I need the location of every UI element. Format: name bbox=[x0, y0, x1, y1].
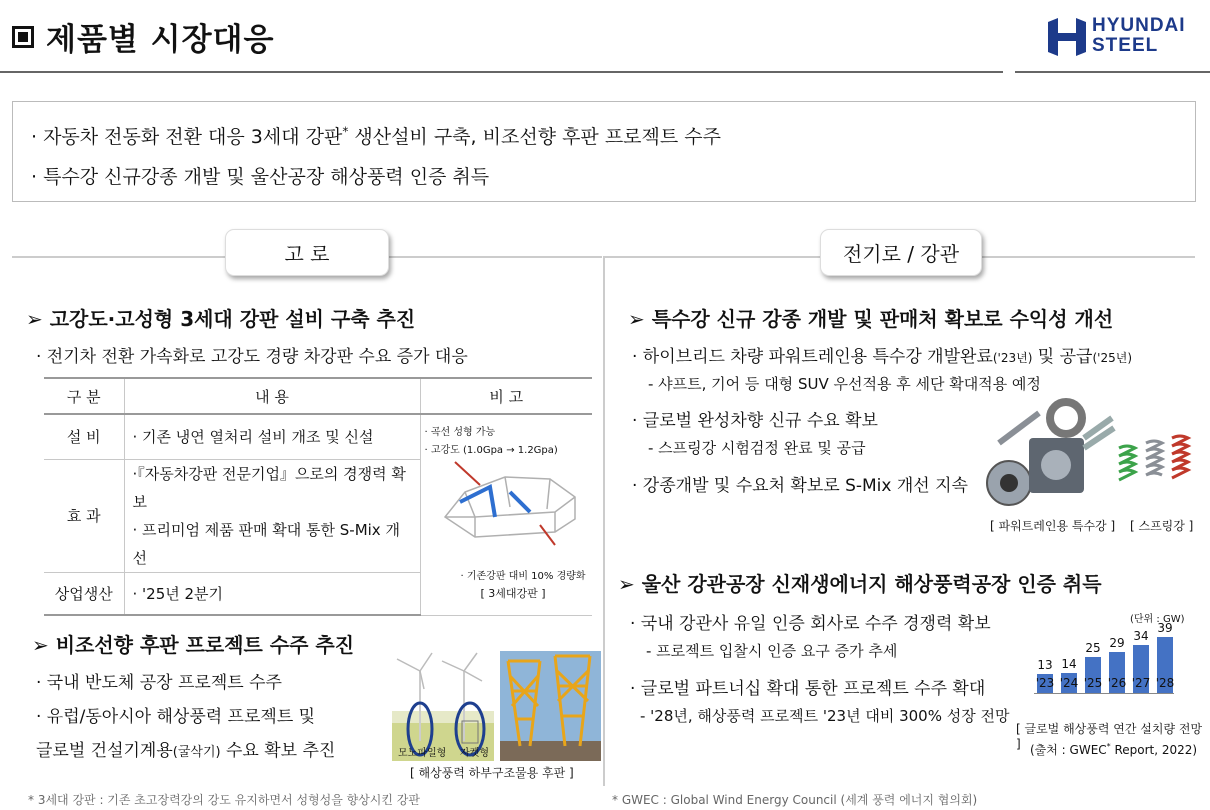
tab-blast-furnace: 고 로 bbox=[225, 229, 389, 276]
left-s2-bullet-1: · 국내 반도체 공장 프로젝트 수주 bbox=[36, 673, 282, 693]
square-bullet-icon bbox=[12, 26, 34, 48]
company-logo-text: HYUNDAI STEEL bbox=[1092, 15, 1186, 56]
car-body-frame-icon bbox=[435, 457, 585, 552]
right-s2-sub-1: - 프로젝트 입찰시 인증 요구 증가 추세 bbox=[646, 642, 898, 660]
left-bullet-1: · 전기차 전환 가속화로 고강도 경량 차강판 수요 증가 대응 bbox=[36, 347, 468, 367]
right-bullet-2: · 글로벌 완성차향 신규 수요 확보 bbox=[632, 411, 878, 431]
spec-table bbox=[44, 377, 592, 616]
image-caption: [ 해상풍력 하부구조물용 후판 ] bbox=[410, 766, 574, 780]
chart-unit-label: (단위 : GW) bbox=[1130, 614, 1185, 625]
footnote-right: * GWEC : Global Wind Energy Council (세계 풍력 에너지 협의회) bbox=[612, 793, 978, 807]
chart-caption: [ 글로벌 해상풍력 연간 설치량 전망 ] bbox=[1016, 722, 1203, 751]
right-sub-2: - 스프링강 시험검정 완료 및 공급 bbox=[648, 439, 866, 457]
image-label: 자켓형 bbox=[460, 748, 489, 759]
footnote-left: * 3세대 강판 : 기존 초고장력강의 강도 유지하면서 성형성을 향상시킨 강판 bbox=[28, 793, 420, 807]
chart-category-label: '28 bbox=[1155, 676, 1175, 690]
jacket-structure-photo-icon bbox=[500, 651, 601, 761]
note-text: · 기존강판 대비 10% 경량화 bbox=[460, 571, 586, 582]
page-title bbox=[12, 14, 274, 59]
right-s2-bullet-2: · 글로벌 파트너십 확대 통한 프로젝트 수주 확대 bbox=[630, 679, 986, 699]
table-cell: · 기존 냉연 열처리 설비 개조 및 신설 bbox=[124, 414, 420, 459]
chart-bar-value: 13 bbox=[1037, 658, 1053, 672]
table-cell: · '25년 2분기 bbox=[124, 572, 420, 615]
chart-bar-value: 39 bbox=[1157, 621, 1173, 635]
image-label: 모노파일형 bbox=[398, 748, 447, 759]
right-bullet-1: · 하이브리드 차량 파워트레인용 특수강 개발완료('23년) 및 공급('25년) bbox=[632, 347, 1133, 367]
right-heading-2: ➢ 울산 강관공장 신재생에너지 해상풍력공장 인증 취득 bbox=[618, 572, 1102, 596]
table-header-category: 구 분 bbox=[44, 378, 124, 414]
table-row-label: 효 과 bbox=[44, 459, 124, 572]
header-divider-right bbox=[1015, 71, 1210, 73]
image-caption: [ 3세대강판 ] bbox=[480, 587, 546, 600]
image-caption: [ 파워트레인용 특수강 ] bbox=[990, 519, 1116, 533]
chart-bar-value: 29 bbox=[1109, 636, 1125, 650]
right-heading-1: ➢ 특수강 신규 강종 개발 및 판매처 확보로 수익성 개선 bbox=[628, 307, 1114, 331]
chart-baseline bbox=[1034, 693, 1174, 694]
chart-source: (출처 : GWEC* Report, 2022) bbox=[1030, 742, 1198, 757]
powertrain-parts-illustration-icon bbox=[984, 398, 1196, 510]
chart-category-label: '24 bbox=[1059, 676, 1079, 690]
note-text: · 곡선 성형 가능 bbox=[424, 427, 496, 438]
left-s2-bullet-3: 글로벌 건설기계용(굴삭기) 수요 확보 추진 bbox=[36, 741, 336, 761]
chart-category-label: '25 bbox=[1083, 676, 1103, 690]
left-heading-1: ➢ 고강도·고성형 3세대 강판 설비 구축 추진 bbox=[26, 307, 416, 331]
table-header-note: 비 고 bbox=[420, 378, 592, 414]
summary-box bbox=[12, 101, 1196, 202]
right-sub-1: - 샤프트, 기어 등 대형 SUV 우선적용 후 세단 확대적용 예정 bbox=[648, 375, 1041, 393]
tab-electric-furnace: 전기로 / 강관 bbox=[820, 229, 982, 276]
right-bullet-3: · 강종개발 및 수요처 확보로 S-Mix 개선 지속 bbox=[632, 476, 968, 496]
right-s2-bullet-1: · 국내 강관사 유일 인증 회사로 수주 경쟁력 확보 bbox=[630, 614, 991, 634]
chart-category-label: '27 bbox=[1131, 676, 1151, 690]
column-divider bbox=[603, 256, 605, 786]
page-title-text: 제품별 시장대응 bbox=[46, 22, 275, 58]
header-divider bbox=[0, 71, 1003, 73]
table-header-content: 내 용 bbox=[124, 378, 420, 414]
left-s2-bullet-2: · 유럽/동아시아 해상풍력 프로젝트 및 bbox=[36, 707, 316, 727]
summary-line-2: · 특수강 신규강종 개발 및 울산공장 해상풍력 인증 취득 bbox=[31, 166, 490, 188]
chart-category-label: '23 bbox=[1035, 676, 1055, 690]
chart-bar-value: 25 bbox=[1085, 641, 1101, 655]
table-cell: ·『자동차강판 전문기업』으로의 경쟁력 확보 · 프리미엄 제품 판매 확대 통한 S-Mix 개선 bbox=[124, 459, 420, 572]
chart-bar-value: 34 bbox=[1133, 629, 1149, 643]
table-row-label: 설 비 bbox=[44, 414, 124, 459]
chart-category-label: '26 bbox=[1107, 676, 1127, 690]
image-caption: [ 스프링강 ] bbox=[1130, 519, 1194, 533]
hyundai-logo-icon bbox=[1048, 18, 1086, 56]
chart-bar-value: 14 bbox=[1061, 657, 1077, 671]
left-heading-2: ➢ 비조선향 후판 프로젝트 수주 추진 bbox=[32, 633, 355, 657]
note-text: · 고강도 (1.0Gpa → 1.2Gpa) bbox=[424, 445, 558, 456]
right-s2-sub-2: - '28년, 해상풍력 프로젝트 '23년 대비 300% 성장 전망 bbox=[640, 707, 1010, 725]
summary-line-1: · 자동차 전동화 전환 대응 3세대 강판* 생산설비 구축, 비조선향 후판 프로젝트 수주 bbox=[31, 124, 721, 148]
table-row-label: 상업생산 bbox=[44, 572, 124, 615]
table-note-cell bbox=[420, 414, 592, 615]
